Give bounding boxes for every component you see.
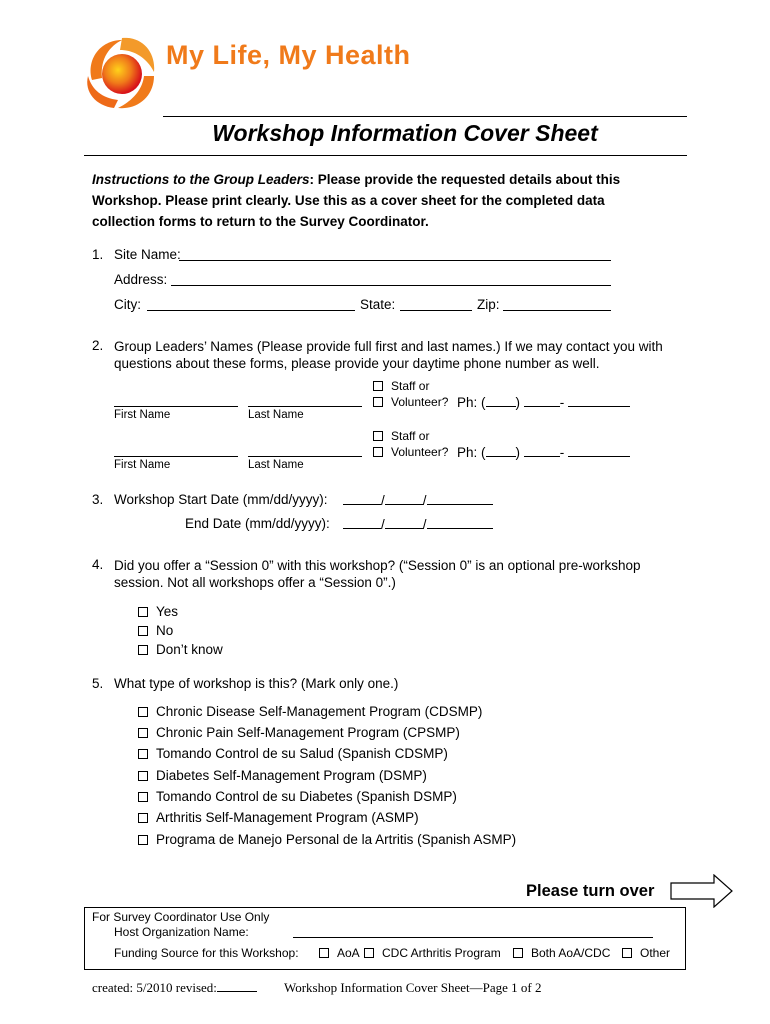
checkbox[interactable] [138,728,148,738]
logo-swirl-icon [80,32,160,112]
header-rule-bottom [84,155,687,156]
checkbox[interactable] [138,835,148,845]
staff-label: Staff or [391,429,430,443]
site-name-field[interactable] [179,248,611,261]
leader2-volunteer-option[interactable] [373,445,448,459]
leader1-phone[interactable] [457,394,630,410]
option-label: Yes [156,604,179,619]
state-field[interactable] [400,298,472,311]
option-label: Other [640,946,671,960]
checkbox[interactable] [138,749,148,759]
instructions-lead: Instructions to the Group Leaders [92,172,310,187]
date-slash: / [422,517,427,532]
option-label: AoA [337,946,360,960]
funding-option-both[interactable] [513,946,610,960]
checkbox[interactable] [138,607,148,617]
leader1-staff-option[interactable] [373,379,429,393]
volunteer-checkbox[interactable] [373,397,383,407]
checkbox[interactable] [622,948,632,958]
q5-option-spanish-dsmp[interactable] [138,789,457,804]
option-label: Programa de Manejo Personal de la Artritis (Spanish ASMP) [156,832,517,847]
revised-field[interactable] [217,980,257,992]
q4-option-dont-know[interactable] [138,642,223,657]
leader1-first-name-field[interactable] [114,394,238,407]
start-month-field[interactable] [343,492,381,505]
leader2-first-name-field[interactable] [114,444,238,457]
start-year-field[interactable] [427,492,493,505]
funding-source-label: Funding Source for this Workshop: [114,946,299,960]
checkbox[interactable] [319,948,329,958]
coordinator-heading: For Survey Coordinator Use Only [92,910,270,924]
q5-option-asmp[interactable] [138,810,419,825]
q5-text: What type of workshop is this? (Mark only one.) [114,676,399,691]
option-label: Tomando Control de su Diabetes (Spanish DSMP) [156,789,457,804]
turn-over-text: Please turn over [526,882,655,900]
page-title: Workshop Information Cover Sheet [212,120,598,146]
staff-checkbox[interactable] [373,431,383,441]
checkbox[interactable] [364,948,374,958]
funding-option-aoa[interactable] [319,946,360,960]
phone-prefix-field[interactable] [524,394,560,407]
q2-number: 2. [92,338,104,353]
last-name-caption: Last Name [248,409,304,421]
q3-number: 3. [92,492,104,507]
option-label: No [156,623,174,638]
q2-text: Group Leaders’ Names (Please provide full first and last names.) If we may contact you with questions about these forms, please provide your daytime phone number as well. [114,339,663,371]
phone-line-field[interactable] [568,394,630,407]
end-date-label: End Date (mm/dd/yyyy): [185,516,330,531]
q5-option-spanish-cdsmp[interactable] [138,746,448,761]
leader2-last-name-field[interactable] [248,444,362,457]
staff-label: Staff or [391,379,430,393]
zip-field[interactable] [503,298,611,311]
checkbox[interactable] [138,792,148,802]
instructions [92,169,652,232]
area-code-field[interactable] [486,444,516,457]
state-label: State: [360,297,396,312]
volunteer-label: Volunteer? [391,395,449,409]
q4-text: Did you offer a “Session 0” with this workshop? (“Session 0” is an optional pre-workshop session. Not all workshops offer a “Session 0”.) [114,558,641,590]
first-name-caption: First Name [114,409,171,421]
checkbox[interactable] [513,948,523,958]
q5-option-spanish-asmp[interactable] [138,832,516,847]
funding-option-other[interactable] [622,946,670,960]
end-year-field[interactable] [427,516,493,529]
q4-number: 4. [92,557,104,572]
footer-created [92,980,257,996]
ph-label: Ph: ( [457,445,486,460]
header-rule-top [163,116,687,117]
ph-dash: - [559,445,565,460]
funding-option-cdc[interactable] [364,946,501,960]
ph-dash: - [559,395,565,410]
q5-number: 5. [92,676,104,691]
address-field[interactable] [171,273,611,286]
date-slash: / [381,493,385,508]
staff-checkbox[interactable] [373,381,383,391]
q5-option-cpsmp[interactable] [138,725,460,740]
ph-mid: ) [515,395,524,410]
end-month-field[interactable] [343,516,381,529]
q5-option-cdsmp[interactable] [138,704,482,719]
start-date-field[interactable] [343,492,493,508]
option-label: Chronic Disease Self-Management Program (CDSMP) [156,704,483,719]
footer-page: Workshop Information Cover Sheet—Page 1 of 2 [284,980,542,995]
option-label: Arthritis Self-Management Program (ASMP) [156,810,419,825]
date-slash: / [422,493,427,508]
option-label: Don’t know [156,642,223,657]
address-label: Address: [114,272,168,287]
date-slash: / [381,517,385,532]
arrow-right-icon [670,874,734,908]
start-date-label: Workshop Start Date (mm/dd/yyyy): [114,492,328,507]
end-date-field[interactable] [343,516,493,532]
leader1-volunteer-option[interactable] [373,395,448,409]
host-organization-field[interactable] [293,925,653,938]
created-text: created: 5/2010 revised: [92,980,217,995]
leader2-phone[interactable] [457,444,630,460]
q5-option-dsmp[interactable] [138,768,427,783]
zip-label: Zip: [477,297,500,312]
checkbox[interactable] [138,813,148,823]
area-code-field[interactable] [486,394,516,407]
phone-prefix-field[interactable] [524,444,560,457]
site-name-label: Site Name: [114,247,181,262]
city-label: City: [114,297,141,312]
instructions-text: : Please provide the requested details about this Workshop. Please print clearly. Use this as a cover sheet for the completed data collection forms to return to the Survey Coordinator. [92,172,621,229]
checkbox[interactable] [138,771,148,781]
q4-option-yes[interactable] [138,604,178,619]
leader1-last-name-field[interactable] [248,394,362,407]
city-field[interactable] [147,298,355,311]
leader2-staff-option[interactable] [373,429,429,443]
checkbox[interactable] [138,707,148,717]
volunteer-checkbox[interactable] [373,447,383,457]
ph-label: Ph: ( [457,395,486,410]
phone-line-field[interactable] [568,444,630,457]
option-label: Tomando Control de su Salud (Spanish CDSMP) [156,746,448,761]
end-day-field[interactable] [385,516,423,529]
option-label: Both AoA/CDC [531,946,611,960]
q1-number: 1. [92,247,104,262]
checkbox[interactable] [138,645,148,655]
last-name-caption: Last Name [248,459,304,471]
option-label: CDC Arthritis Program [382,946,501,960]
q4-option-no[interactable] [138,623,173,638]
volunteer-label: Volunteer? [391,445,449,459]
first-name-caption: First Name [114,459,171,471]
start-day-field[interactable] [385,492,423,505]
host-organization-label: Host Organization Name: [114,925,249,939]
option-label: Diabetes Self-Management Program (DSMP) [156,768,427,783]
ph-mid: ) [515,445,524,460]
brand-name: My Life, My Health [166,40,411,70]
option-label: Chronic Pain Self-Management Program (CPSMP) [156,725,460,740]
checkbox[interactable] [138,626,148,636]
